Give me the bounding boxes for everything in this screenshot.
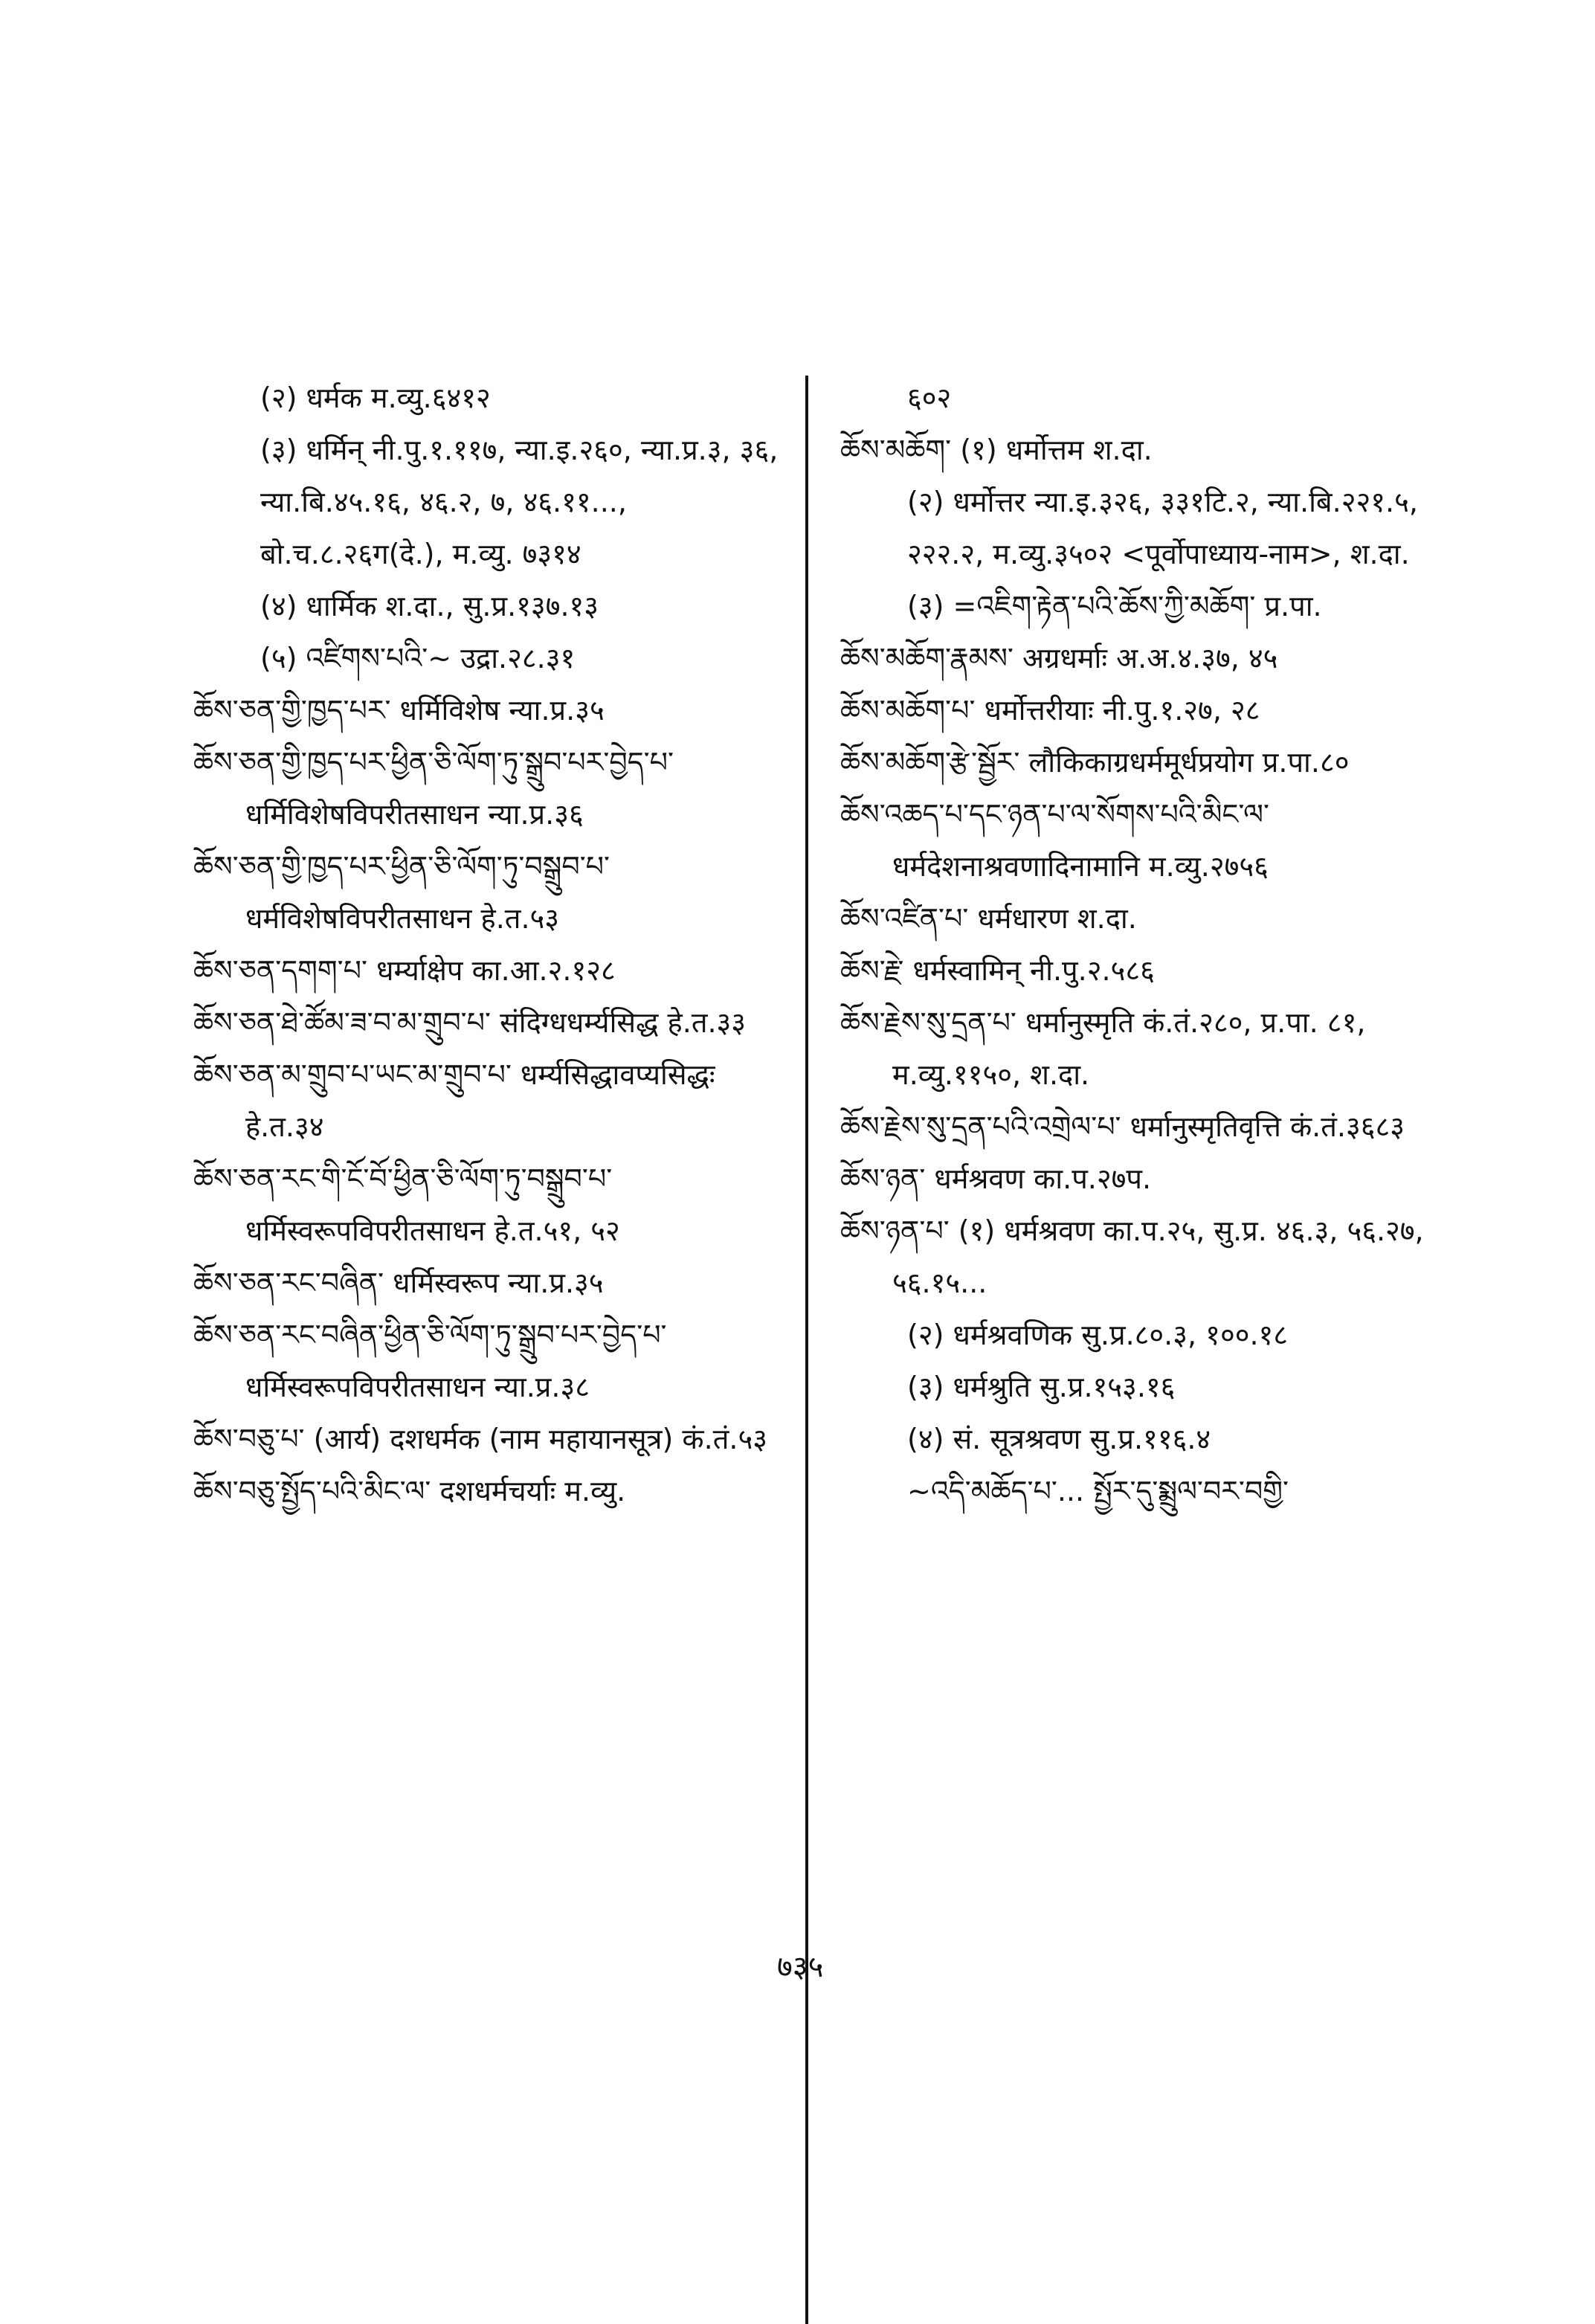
left-column bbox=[193, 372, 788, 1517]
dictionary-entry: ཆོས་ཅན་རང་བཞིན་ཕྱིན་ཅི་ལོག་ཏུ་སྒྲུབ་པར་བྱེད་པ་ धर्मिस्वरूपविपरीतसाधन न्या.प्र.३८ bbox=[193, 1319, 667, 1403]
dictionary-entry: ཆོས་རྗེས་སུ་དྲན་པའི་འགྲེལ་པ་ धर्मानुस्मृतिवृत्ति कं.तं.३६८३ bbox=[840, 1110, 1405, 1143]
dictionary-entry: ཆོས་རྗེས་སུ་དྲན་པ་ धर्मानुस्मृति कं.तं.२८०, प्र.पा. ८१, म.व्यु.११५०, श.दा. bbox=[840, 1006, 1366, 1091]
column-divider bbox=[805, 376, 808, 2324]
dictionary-entry: ཆོས་ཅན་དགག་པ་ धर्म्याक्षेप का.आ.२.१२८ bbox=[193, 954, 616, 987]
dictionary-entry: (२) धर्मोत्तर न्या.इ.३२६, ३३१टि.२, न्या.बि.२२१.५, २२२.२, म.व्यु.३५०२ <पूर्वोपाध्याय-नाम>, श.दा. bbox=[907, 486, 1418, 570]
dictionary-entry: ཆོས་ཅན་གྱི་ཁྱད་པར་ཕྱིན་ཅི་ལོག་ཏུ་བསྒྲུབ་པ་ धर्मविशेषविपरीतसाधन हे.त.५३ bbox=[193, 850, 610, 935]
dictionary-entry: (२) धर्मक म.व्यु.६४१२ bbox=[260, 382, 491, 414]
dictionary-entry: ཆོས་ཅན་གྱི་ཁྱད་པར་ཕྱིན་ཅི་ལོག་ཏུ་སྒྲུབ་པར་བྱེད་པ་ धर्मिविशेषविपरीतसाधन न्या.प्र.३६ bbox=[193, 746, 674, 831]
dictionary-entry: ཆོས་མཆོག་རྣམས་ अग्रधर्माः अ.अ.४.३७, ४५ bbox=[840, 642, 1278, 675]
right-column bbox=[840, 372, 1435, 1517]
dictionary-entry: ཆོས་མཆོག་རྩེ་སྦྱོར་ लौकिकाग्रधर्ममूर्धप्रयोग प्र.पा.८० bbox=[840, 746, 1350, 779]
dictionary-entry: (४) सं. सूत्रश्रवण सु.प्र.११६.४ bbox=[907, 1423, 1211, 1455]
dictionary-entry: (४) धार्मिक श.दा., सु.प्र.१३७.१३ bbox=[260, 590, 599, 622]
dictionary-entry: ཆོས་ཅན་གྱི་ཁྱད་པར་ धर्मिविशेष न्या.प्र.३५ bbox=[193, 694, 605, 727]
dictionary-entry: ཆོས་མཆོག་པ་ धर्मोत्तरीयाः नी.पु.१.२७, २८ bbox=[840, 694, 1260, 727]
dictionary-entry: ཆོས་བཅུ་སྤྱོད་པའི་མིང་ལ་ दशधर्मचर्याः म.व्यु. bbox=[193, 1475, 626, 1507]
dictionary-entry: ~འདི་མཆོད་པ་... སྤྱོར་དུ་སྨྲུལ་བར་བགྱི་ bbox=[907, 1475, 1289, 1507]
dictionary-entry: ཆོས་རྗེ་ धर्मस्वामिन् नी.पु.२.५८६ bbox=[840, 954, 1155, 987]
dictionary-entry: (५) འཛིགས་པའི་~ उद्रा.२८.३१ bbox=[260, 642, 576, 675]
dictionary-entry: (३) =འཇིག་རྟེན་པའི་ཆོས་ཀྱི་མཆོག་ प्र.पा. bbox=[907, 590, 1322, 622]
dictionary-entry: ཆོས་འཆད་པ་དང་ཉན་པ་ལ་སོགས་པའི་མིང་ལ་ धर्मदेशनाश्रवणादिनामानि म.व्यु.२७५६ bbox=[840, 798, 1269, 883]
dictionary-entry: ཆོས་ཉན་ धर्मश्रवण का.प.२७प. bbox=[840, 1162, 1152, 1195]
dictionary-entry: ཆོས་འཛིན་པ་ धर्मधारण श.दा. bbox=[840, 902, 1137, 935]
dictionary-entry: (२) धर्मश्रवणिक सु.प्र.८०.३, १००.१८ bbox=[907, 1319, 1289, 1351]
dictionary-entry: ६०२ bbox=[907, 382, 952, 414]
dictionary-entry: ཆོས་བཅུ་པ་ (आर्य) दशधर्मक (नाम महायानसूत्र) कं.तं.५३ bbox=[193, 1423, 767, 1455]
dictionary-entry: (३) धर्मश्रुति सु.प्र.१५३.१६ bbox=[907, 1371, 1176, 1403]
dictionary-entry: (३) धर्मिन् नी.पु.१.११७, न्या.इ.२६०, न्या.प्र.३, ३६, न्या.बि.४५.१६, ४६.२, ७, ४६.११..., बो.च.८.२६ग(दे.), म.व्यु. ७३१४ bbox=[260, 434, 779, 570]
page-number: ७३५ bbox=[777, 1950, 824, 1984]
dictionary-entry: ཆོས་ཅན་རང་གི་ངོ་བོ་ཕྱིན་ཅི་ལོག་ཏུ་བསྒྲུབ་པ་ धर्मिस्वरूपविपरीतसाधन हे.त.५१, ५२ bbox=[193, 1162, 620, 1247]
dictionary-entry: ཆོས་ཉན་པ་ (१) धर्मश्रवण का.प.२५, सु.प्र. ४६.३, ५६.२७, ५६.१५... bbox=[840, 1214, 1424, 1299]
dictionary-entry: ཆོས་མཆོག་ (१) धर्मोत्तम श.दा. bbox=[840, 434, 1153, 466]
dictionary-entry: ཆོས་ཅན་མ་གྲུབ་པ་ཡང་མ་གྲུབ་པ་ धर्म्यसिद्धावप्यसिद्धः हे.त.३४ bbox=[193, 1058, 715, 1143]
dictionary-entry: ཆོས་ཅན་རང་བཞིན་ धर्मिस्वरूप न्या.प्र.३५ bbox=[193, 1266, 604, 1299]
dictionary-entry: ཆོས་ཅན་ཐེ་ཚོམ་ཟ་བ་མ་གྲུབ་པ་ संदिग्धधर्म्यसिद्ध हे.त.३३ bbox=[193, 1006, 747, 1039]
